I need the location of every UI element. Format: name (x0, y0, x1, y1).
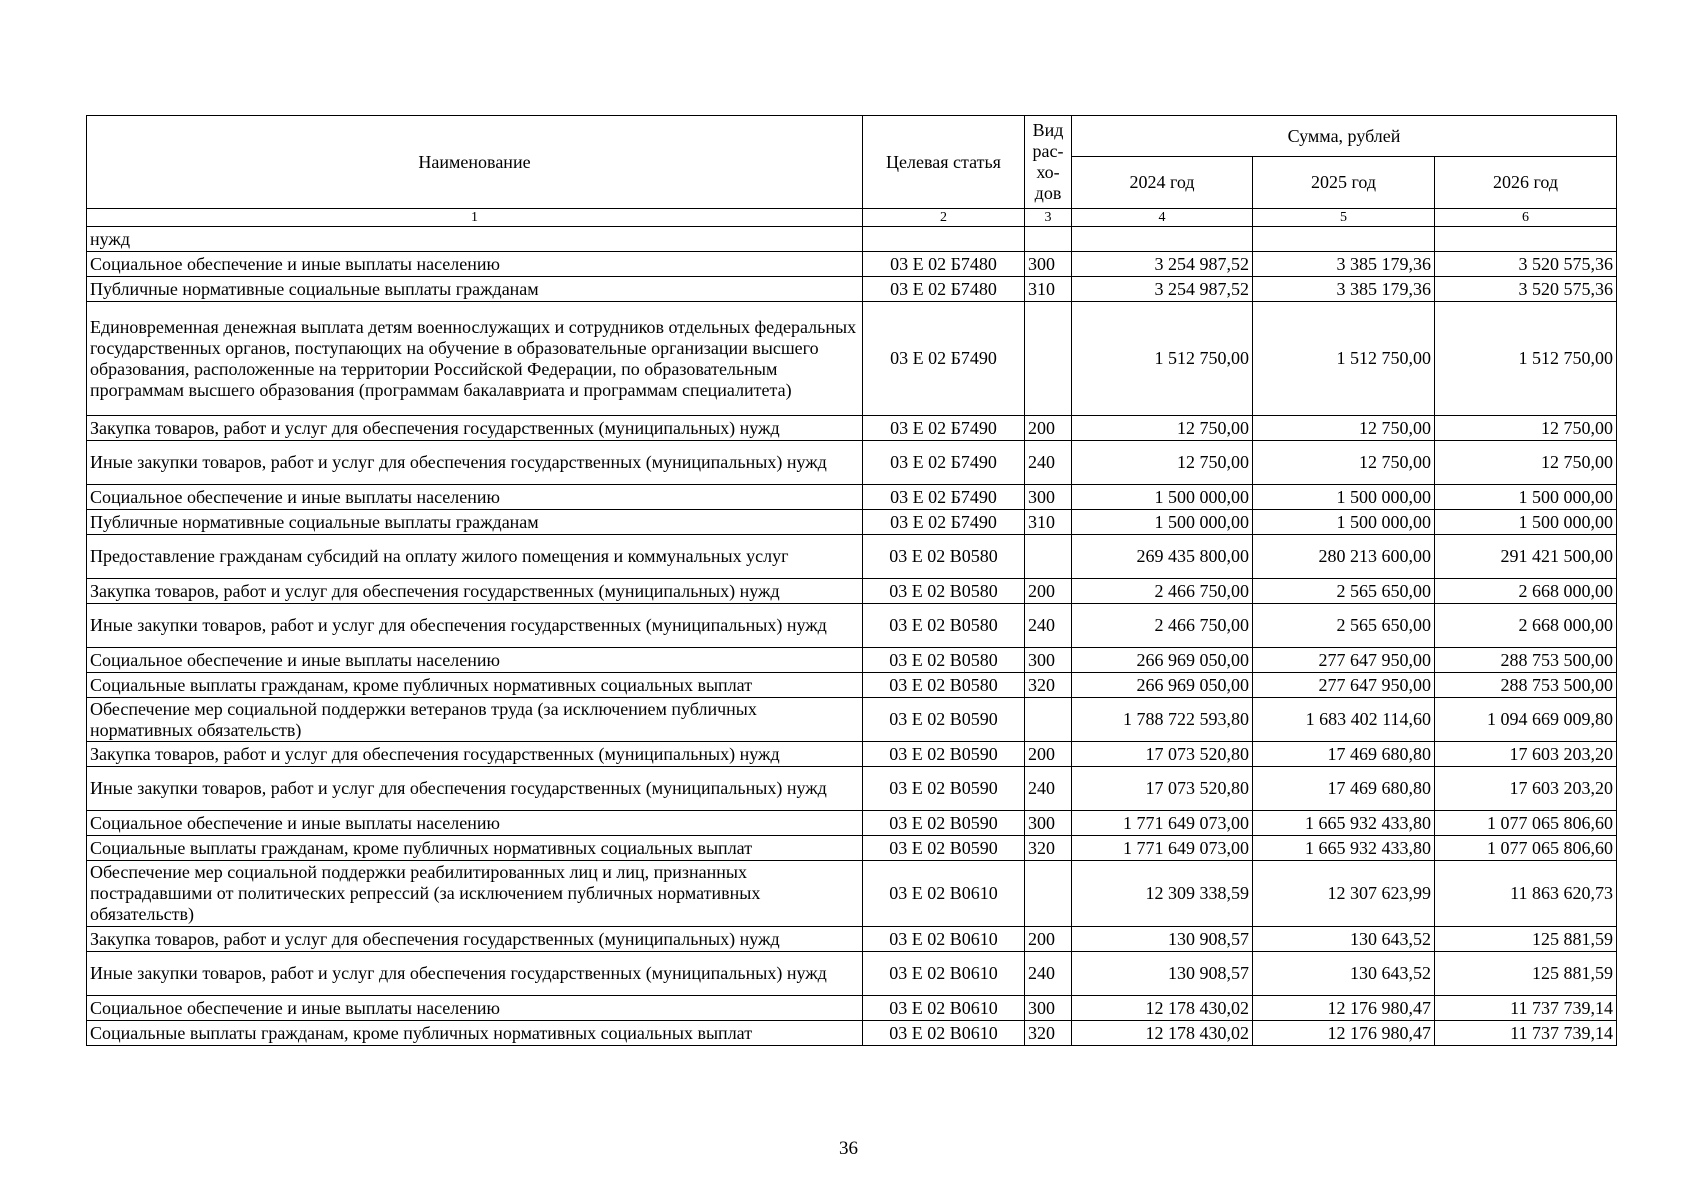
row-amount-2024-cell: 1 788 722 593,80 (1072, 698, 1253, 742)
row-kind-cell: 300 (1025, 996, 1072, 1021)
table-row (87, 252, 1617, 277)
row-amount-2024-cell (1072, 227, 1253, 252)
row-kind-cell (1025, 227, 1072, 252)
row-amount-2024-cell: 1 500 000,00 (1072, 485, 1253, 510)
budget-table (86, 115, 1617, 1046)
row-name-cell: Обеспечение мер социальной поддержки ветеранов труда (за исключением публичных нормативных обязательств) (87, 698, 863, 742)
row-kind-cell: 310 (1025, 510, 1072, 535)
table-row (87, 698, 1617, 742)
row-amount-2025-cell: 1 683 402 114,60 (1253, 698, 1435, 742)
row-code-cell: 03 Е 02 В0610 (863, 996, 1025, 1021)
row-amount-2025-cell: 277 647 950,00 (1253, 673, 1435, 698)
row-code-cell (863, 227, 1025, 252)
row-name-cell: Закупка товаров, работ и услуг для обеспечения государственных (муниципальных) нужд (87, 742, 863, 767)
row-code-cell: 03 Е 02 В0580 (863, 648, 1025, 673)
row-amount-2024-cell: 130 908,57 (1072, 927, 1253, 952)
table-row (87, 604, 1617, 648)
row-amount-2026-cell: 288 753 500,00 (1435, 648, 1617, 673)
row-amount-2026-cell: 12 750,00 (1435, 416, 1617, 441)
header-sum: Сумма, рублей (1072, 116, 1617, 157)
row-code-cell: 03 Е 02 В0590 (863, 811, 1025, 836)
row-code-cell: 03 Е 02 В0580 (863, 604, 1025, 648)
table-row (87, 302, 1617, 416)
row-name-cell: Иные закупки товаров, работ и услуг для обеспечения государственных (муниципальных) нужд (87, 441, 863, 485)
row-amount-2025-cell: 3 385 179,36 (1253, 277, 1435, 302)
table-row (87, 1021, 1617, 1046)
row-code-cell: 03 Е 02 Б7490 (863, 485, 1025, 510)
header-name: Наименование (87, 116, 863, 209)
row-kind-cell: 200 (1025, 742, 1072, 767)
row-amount-2024-cell: 3 254 987,52 (1072, 252, 1253, 277)
row-name-cell: Социальные выплаты гражданам, кроме публичных нормативных социальных выплат (87, 836, 863, 861)
row-name-cell: Закупка товаров, работ и услуг для обеспечения государственных (муниципальных) нужд (87, 579, 863, 604)
row-kind-cell: 240 (1025, 952, 1072, 996)
row-name-cell: Социальные выплаты гражданам, кроме публичных нормативных социальных выплат (87, 673, 863, 698)
header-kind: Вид рас-хо-дов (1025, 116, 1072, 209)
row-amount-2026-cell: 1 500 000,00 (1435, 485, 1617, 510)
row-name-cell: Единовременная денежная выплата детям военнослужащих и сотрудников отдельных федеральных государственных органов, поступающих на обучение в образовательные организации высшего образования, расположенные на территории Российской Федерации, по образовательным программам высшего образования (программам бакалавриата и программам специалитета) (87, 302, 863, 416)
row-amount-2025-cell: 12 750,00 (1253, 416, 1435, 441)
row-kind-cell: 320 (1025, 1021, 1072, 1046)
row-amount-2026-cell: 125 881,59 (1435, 927, 1617, 952)
table-row (87, 673, 1617, 698)
table-row (87, 648, 1617, 673)
row-amount-2026-cell: 3 520 575,36 (1435, 277, 1617, 302)
row-code-cell: 03 Е 02 В0610 (863, 861, 1025, 927)
row-code-cell: 03 Е 02 В0590 (863, 767, 1025, 811)
row-amount-2026-cell: 1 500 000,00 (1435, 510, 1617, 535)
table-row (87, 742, 1617, 767)
table-row (87, 416, 1617, 441)
row-amount-2025-cell (1253, 227, 1435, 252)
row-name-cell: Социальное обеспечение и иные выплаты населению (87, 811, 863, 836)
row-amount-2025-cell: 2 565 650,00 (1253, 579, 1435, 604)
row-code-cell: 03 Е 02 В0590 (863, 742, 1025, 767)
row-amount-2024-cell: 269 435 800,00 (1072, 535, 1253, 579)
row-amount-2025-cell: 2 565 650,00 (1253, 604, 1435, 648)
row-amount-2024-cell: 3 254 987,52 (1072, 277, 1253, 302)
row-code-cell: 03 Е 02 В0610 (863, 927, 1025, 952)
row-amount-2025-cell: 12 176 980,47 (1253, 1021, 1435, 1046)
row-amount-2025-cell: 277 647 950,00 (1253, 648, 1435, 673)
row-code-cell: 03 Е 02 В0580 (863, 579, 1025, 604)
row-name-cell: Социальное обеспечение и иные выплаты населению (87, 648, 863, 673)
row-amount-2024-cell: 1 771 649 073,00 (1072, 811, 1253, 836)
row-amount-2024-cell: 1 512 750,00 (1072, 302, 1253, 416)
row-amount-2026-cell (1435, 227, 1617, 252)
row-kind-cell: 310 (1025, 277, 1072, 302)
column-number: 5 (1253, 209, 1435, 227)
row-code-cell: 03 Е 02 В0610 (863, 952, 1025, 996)
row-name-cell: Публичные нормативные социальные выплаты гражданам (87, 510, 863, 535)
row-kind-cell: 300 (1025, 811, 1072, 836)
row-amount-2026-cell: 2 668 000,00 (1435, 579, 1617, 604)
header-year-2026: 2026 год (1435, 157, 1617, 209)
row-code-cell: 03 Е 02 В0610 (863, 1021, 1025, 1046)
row-amount-2026-cell: 288 753 500,00 (1435, 673, 1617, 698)
row-amount-2025-cell: 1 665 932 433,80 (1253, 811, 1435, 836)
row-code-cell: 03 Е 02 В0580 (863, 673, 1025, 698)
row-kind-cell (1025, 302, 1072, 416)
row-amount-2024-cell: 12 178 430,02 (1072, 1021, 1253, 1046)
header-code: Целевая статья (863, 116, 1025, 209)
row-code-cell: 03 Е 02 Б7490 (863, 510, 1025, 535)
row-amount-2024-cell: 12 750,00 (1072, 441, 1253, 485)
row-amount-2024-cell: 130 908,57 (1072, 952, 1253, 996)
row-kind-cell: 300 (1025, 648, 1072, 673)
row-name-cell: Социальные выплаты гражданам, кроме публичных нормативных социальных выплат (87, 1021, 863, 1046)
row-amount-2026-cell: 12 750,00 (1435, 441, 1617, 485)
row-kind-cell: 200 (1025, 579, 1072, 604)
row-name-cell: Предоставление гражданам субсидий на оплату жилого помещения и коммунальных услуг (87, 535, 863, 579)
row-code-cell: 03 Е 02 Б7490 (863, 416, 1025, 441)
table-row (87, 836, 1617, 861)
column-number: 2 (863, 209, 1025, 227)
row-amount-2025-cell: 1 500 000,00 (1253, 485, 1435, 510)
row-name-cell: Иные закупки товаров, работ и услуг для обеспечения государственных (муниципальных) нужд (87, 604, 863, 648)
table-row (87, 227, 1617, 252)
row-amount-2025-cell: 12 307 623,99 (1253, 861, 1435, 927)
table-row (87, 579, 1617, 604)
row-name-cell: Социальное обеспечение и иные выплаты населению (87, 485, 863, 510)
table-row (87, 535, 1617, 579)
table-row (87, 767, 1617, 811)
row-amount-2025-cell: 12 750,00 (1253, 441, 1435, 485)
row-amount-2025-cell: 1 500 000,00 (1253, 510, 1435, 535)
table-body (87, 227, 1617, 1046)
row-amount-2025-cell: 130 643,52 (1253, 927, 1435, 952)
row-amount-2024-cell: 17 073 520,80 (1072, 742, 1253, 767)
row-amount-2026-cell: 1 077 065 806,60 (1435, 836, 1617, 861)
table-row (87, 811, 1617, 836)
table-row (87, 485, 1617, 510)
row-amount-2025-cell: 1 665 932 433,80 (1253, 836, 1435, 861)
row-amount-2026-cell: 125 881,59 (1435, 952, 1617, 996)
column-number: 3 (1025, 209, 1072, 227)
row-name-cell: Обеспечение мер социальной поддержки реабилитированных лиц и лиц, признанных пострадавшими от политических репрессий (за исключением публичных нормативных обязательств) (87, 861, 863, 927)
row-amount-2026-cell: 11 737 739,14 (1435, 996, 1617, 1021)
row-code-cell: 03 Е 02 Б7490 (863, 441, 1025, 485)
row-name-cell: Иные закупки товаров, работ и услуг для обеспечения государственных (муниципальных) нужд (87, 767, 863, 811)
row-amount-2026-cell: 291 421 500,00 (1435, 535, 1617, 579)
row-kind-cell (1025, 698, 1072, 742)
row-code-cell: 03 Е 02 В0590 (863, 836, 1025, 861)
row-kind-cell: 320 (1025, 836, 1072, 861)
row-kind-cell: 200 (1025, 927, 1072, 952)
row-amount-2024-cell: 2 466 750,00 (1072, 579, 1253, 604)
row-kind-cell (1025, 861, 1072, 927)
row-amount-2025-cell: 17 469 680,80 (1253, 767, 1435, 811)
row-name-cell: Иные закупки товаров, работ и услуг для обеспечения государственных (муниципальных) нужд (87, 952, 863, 996)
row-amount-2026-cell: 17 603 203,20 (1435, 767, 1617, 811)
row-code-cell: 03 Е 02 В0590 (863, 698, 1025, 742)
column-number: 4 (1072, 209, 1253, 227)
row-amount-2024-cell: 1 500 000,00 (1072, 510, 1253, 535)
row-amount-2025-cell: 17 469 680,80 (1253, 742, 1435, 767)
row-amount-2026-cell: 1 094 669 009,80 (1435, 698, 1617, 742)
row-amount-2024-cell: 17 073 520,80 (1072, 767, 1253, 811)
row-name-cell: Закупка товаров, работ и услуг для обеспечения государственных (муниципальных) нужд (87, 416, 863, 441)
row-amount-2025-cell: 280 213 600,00 (1253, 535, 1435, 579)
row-name-cell: Социальное обеспечение и иные выплаты населению (87, 252, 863, 277)
row-amount-2024-cell: 12 309 338,59 (1072, 861, 1253, 927)
table-row (87, 441, 1617, 485)
row-kind-cell: 240 (1025, 767, 1072, 811)
row-amount-2025-cell: 1 512 750,00 (1253, 302, 1435, 416)
row-kind-cell: 300 (1025, 252, 1072, 277)
row-amount-2026-cell: 17 603 203,20 (1435, 742, 1617, 767)
row-kind-cell: 320 (1025, 673, 1072, 698)
column-number: 6 (1435, 209, 1617, 227)
row-amount-2024-cell: 12 178 430,02 (1072, 996, 1253, 1021)
row-amount-2024-cell: 266 969 050,00 (1072, 648, 1253, 673)
row-amount-2024-cell: 2 466 750,00 (1072, 604, 1253, 648)
row-code-cell: 03 Е 02 В0580 (863, 535, 1025, 579)
table-row (87, 952, 1617, 996)
row-amount-2026-cell: 2 668 000,00 (1435, 604, 1617, 648)
row-kind-cell: 200 (1025, 416, 1072, 441)
row-amount-2025-cell: 130 643,52 (1253, 952, 1435, 996)
row-name-cell: Социальное обеспечение и иные выплаты населению (87, 996, 863, 1021)
table-row (87, 861, 1617, 927)
row-code-cell: 03 Е 02 Б7480 (863, 252, 1025, 277)
row-amount-2026-cell: 3 520 575,36 (1435, 252, 1617, 277)
row-amount-2024-cell: 266 969 050,00 (1072, 673, 1253, 698)
row-amount-2025-cell: 12 176 980,47 (1253, 996, 1435, 1021)
row-kind-cell: 240 (1025, 604, 1072, 648)
table-row (87, 996, 1617, 1021)
row-amount-2026-cell: 11 737 739,14 (1435, 1021, 1617, 1046)
row-amount-2024-cell: 1 771 649 073,00 (1072, 836, 1253, 861)
row-code-cell: 03 Е 02 Б7480 (863, 277, 1025, 302)
row-name-cell: Закупка товаров, работ и услуг для обеспечения государственных (муниципальных) нужд (87, 927, 863, 952)
row-amount-2024-cell: 12 750,00 (1072, 416, 1253, 441)
row-code-cell: 03 Е 02 Б7490 (863, 302, 1025, 416)
table-row (87, 927, 1617, 952)
header-year-2025: 2025 год (1253, 157, 1435, 209)
row-kind-cell (1025, 535, 1072, 579)
row-name-cell: Публичные нормативные социальные выплаты гражданам (87, 277, 863, 302)
page-number: 36 (839, 1138, 858, 1159)
row-amount-2025-cell: 3 385 179,36 (1253, 252, 1435, 277)
column-number: 1 (87, 209, 863, 227)
header-year-2024: 2024 год (1072, 157, 1253, 209)
table-row (87, 277, 1617, 302)
row-amount-2026-cell: 1 512 750,00 (1435, 302, 1617, 416)
row-amount-2026-cell: 11 863 620,73 (1435, 861, 1617, 927)
row-kind-cell: 300 (1025, 485, 1072, 510)
row-name-cell: нужд (87, 227, 863, 252)
row-amount-2026-cell: 1 077 065 806,60 (1435, 811, 1617, 836)
row-kind-cell: 240 (1025, 441, 1072, 485)
column-number-row (87, 209, 1617, 227)
table-row (87, 510, 1617, 535)
